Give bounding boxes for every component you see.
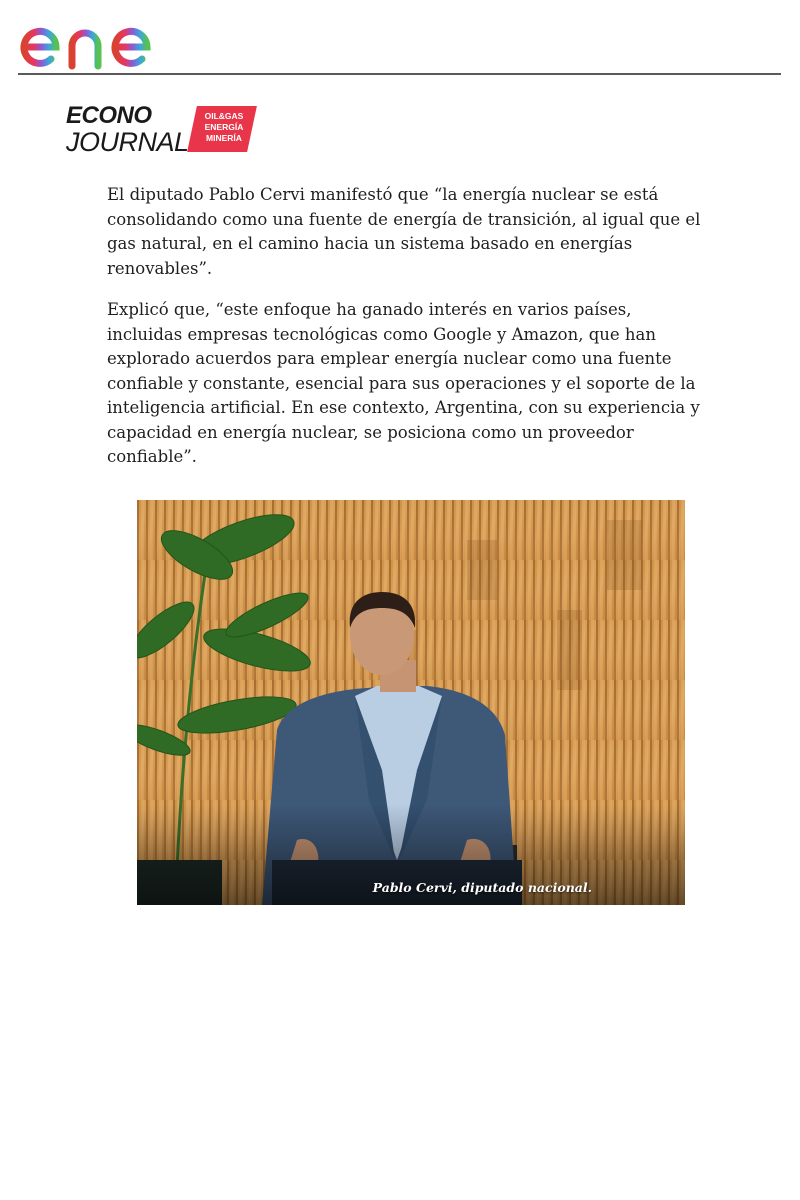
- econojournal-logo: [66, 104, 256, 156]
- econo-wordmark: ECONO: [66, 102, 152, 129]
- header-divider: [18, 73, 781, 75]
- journal-wordmark: JOURNAL: [66, 127, 189, 157]
- photo-caption: Pablo Cervi, diputado nacional.: [372, 880, 592, 895]
- enel-logo: [18, 4, 190, 70]
- badge-line: MINERÍA: [206, 133, 242, 143]
- econojournal-badge-text: [195, 111, 253, 144]
- article-paragraph: El diputado Pablo Cervi manifestó que “la energía nuclear se está consolidando como una fuente de energía de transición, al igual que el gas natural, en el camino hacia un sistema basado en energías renovables”.: [107, 185, 701, 278]
- article-photo: [137, 500, 685, 905]
- enel-logo-mark: [18, 4, 190, 70]
- article-paragraph: Explicó que, “este enfoque ha ganado interés en varios países, incluidas empresas tecnológicas como Google y Amazon, que han explorado acuerdos para emplear energía nuclear como una fuente confiable y constante, esencial para sus operaciones y el soporte de la inteligencia artificial. En ese contexto, Argentina, con su experiencia y capacidad en energía nuclear, se posiciona como un proveedor confiable”.: [107, 300, 700, 466]
- photo-pablo-cervi: [137, 500, 685, 905]
- badge-line: OIL&GAS: [204, 111, 244, 121]
- article-body: [107, 183, 707, 487]
- badge-line: ENERGÍA: [204, 122, 244, 132]
